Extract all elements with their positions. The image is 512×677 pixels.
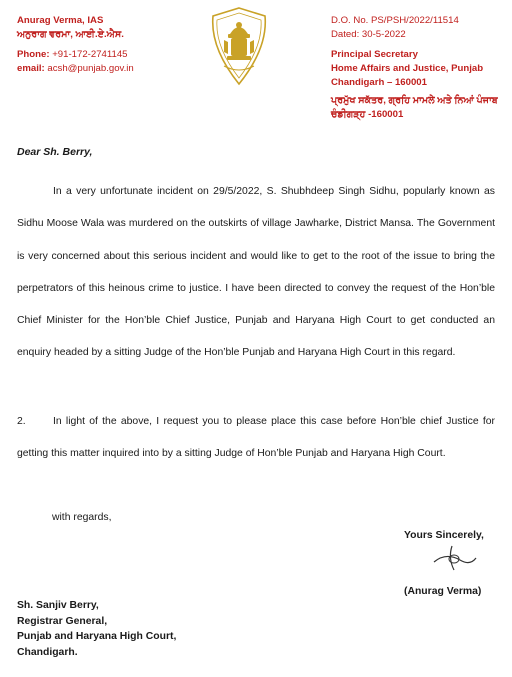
do-number: D.O. No. PS/PSH/2022/11514: [331, 15, 459, 26]
addressee-block: [17, 598, 176, 661]
email-label: email:: [17, 63, 45, 74]
phone-number: +91-172-2741145: [52, 49, 128, 60]
paragraph-2-number: 2.: [17, 416, 26, 427]
office-city: Chandigarh – 160001: [331, 77, 427, 88]
addressee-organisation: Punjab and Haryana High Court,: [17, 631, 177, 643]
designation-punjabi: ਪ੍ਰਮੁੱਖ ਸਕੱਤਰ, ਗ੍ਰਹਿ ਮਾਮਲੇ ਅਤੇ ਨਿਆਂ ਪੰਜਾਬ: [331, 95, 498, 106]
addressee-city: Chandigarh.: [17, 647, 78, 659]
paragraph-2: [17, 406, 495, 471]
city-punjabi: ਚੰਡੀਗੜ੍ਹ -160001: [331, 109, 404, 120]
sender-name-punjabi: ਅਨੁਰਾਗ ਵਰਮਾ, ਆਈ.ਏ.ਐਸ.: [17, 29, 124, 40]
phone-label: Phone:: [17, 49, 50, 60]
office-block: [331, 14, 498, 122]
salutation: Dear Sh. Berry,: [17, 146, 93, 158]
email-line: [17, 62, 134, 76]
addressee-name: Sh. Sanjiv Berry,: [17, 600, 99, 611]
email-address: acsh@punjab.gov.in: [47, 63, 134, 74]
sender-name: Anurag Verma, IAS: [17, 15, 104, 26]
punjab-government-emblem-icon: [204, 4, 274, 88]
phone-line: [17, 48, 134, 62]
handwritten-signature-icon: [430, 540, 480, 574]
department: Home Affairs and Justice, Punjab: [331, 63, 484, 74]
paragraph-2-text: In light of the above, I request you to please place this case before Hon’ble chief Justice for getting this matter inquired into by a sitting Judge of Hon’ble Punjab and Haryana High Court.: [17, 416, 495, 460]
addressee-title: Registrar General,: [17, 615, 108, 627]
designation: Principal Secretary: [331, 49, 418, 60]
signatory-name: (Anurag Verma): [404, 586, 482, 597]
regards: with regards,: [52, 512, 112, 523]
letter-date: Dated: 30-5-2022: [331, 29, 406, 40]
closing: Yours Sincerely,: [404, 530, 484, 541]
paragraph-1: In a very unfortunate incident on 29/5/2022, S. Shubhdeep Singh Sidhu, popularly known as Sidhu Moose Wala was murdered on the outskirts of village Jawharke, District Mansa. The Government is very concerned about this serious incident and would like to get to the root of the issue to bring the perpetrators of this heinous crime to justice. I have been directed to convey the request of the Hon’ble Chief Minister for the Hon’ble Chief Justice, Punjab and Haryana High Court to get conducted an enquiry headed by a sitting Judge of the Hon’ble Punjab and Haryana High Court in this regard.: [17, 186, 495, 359]
sender-block: [17, 14, 134, 76]
